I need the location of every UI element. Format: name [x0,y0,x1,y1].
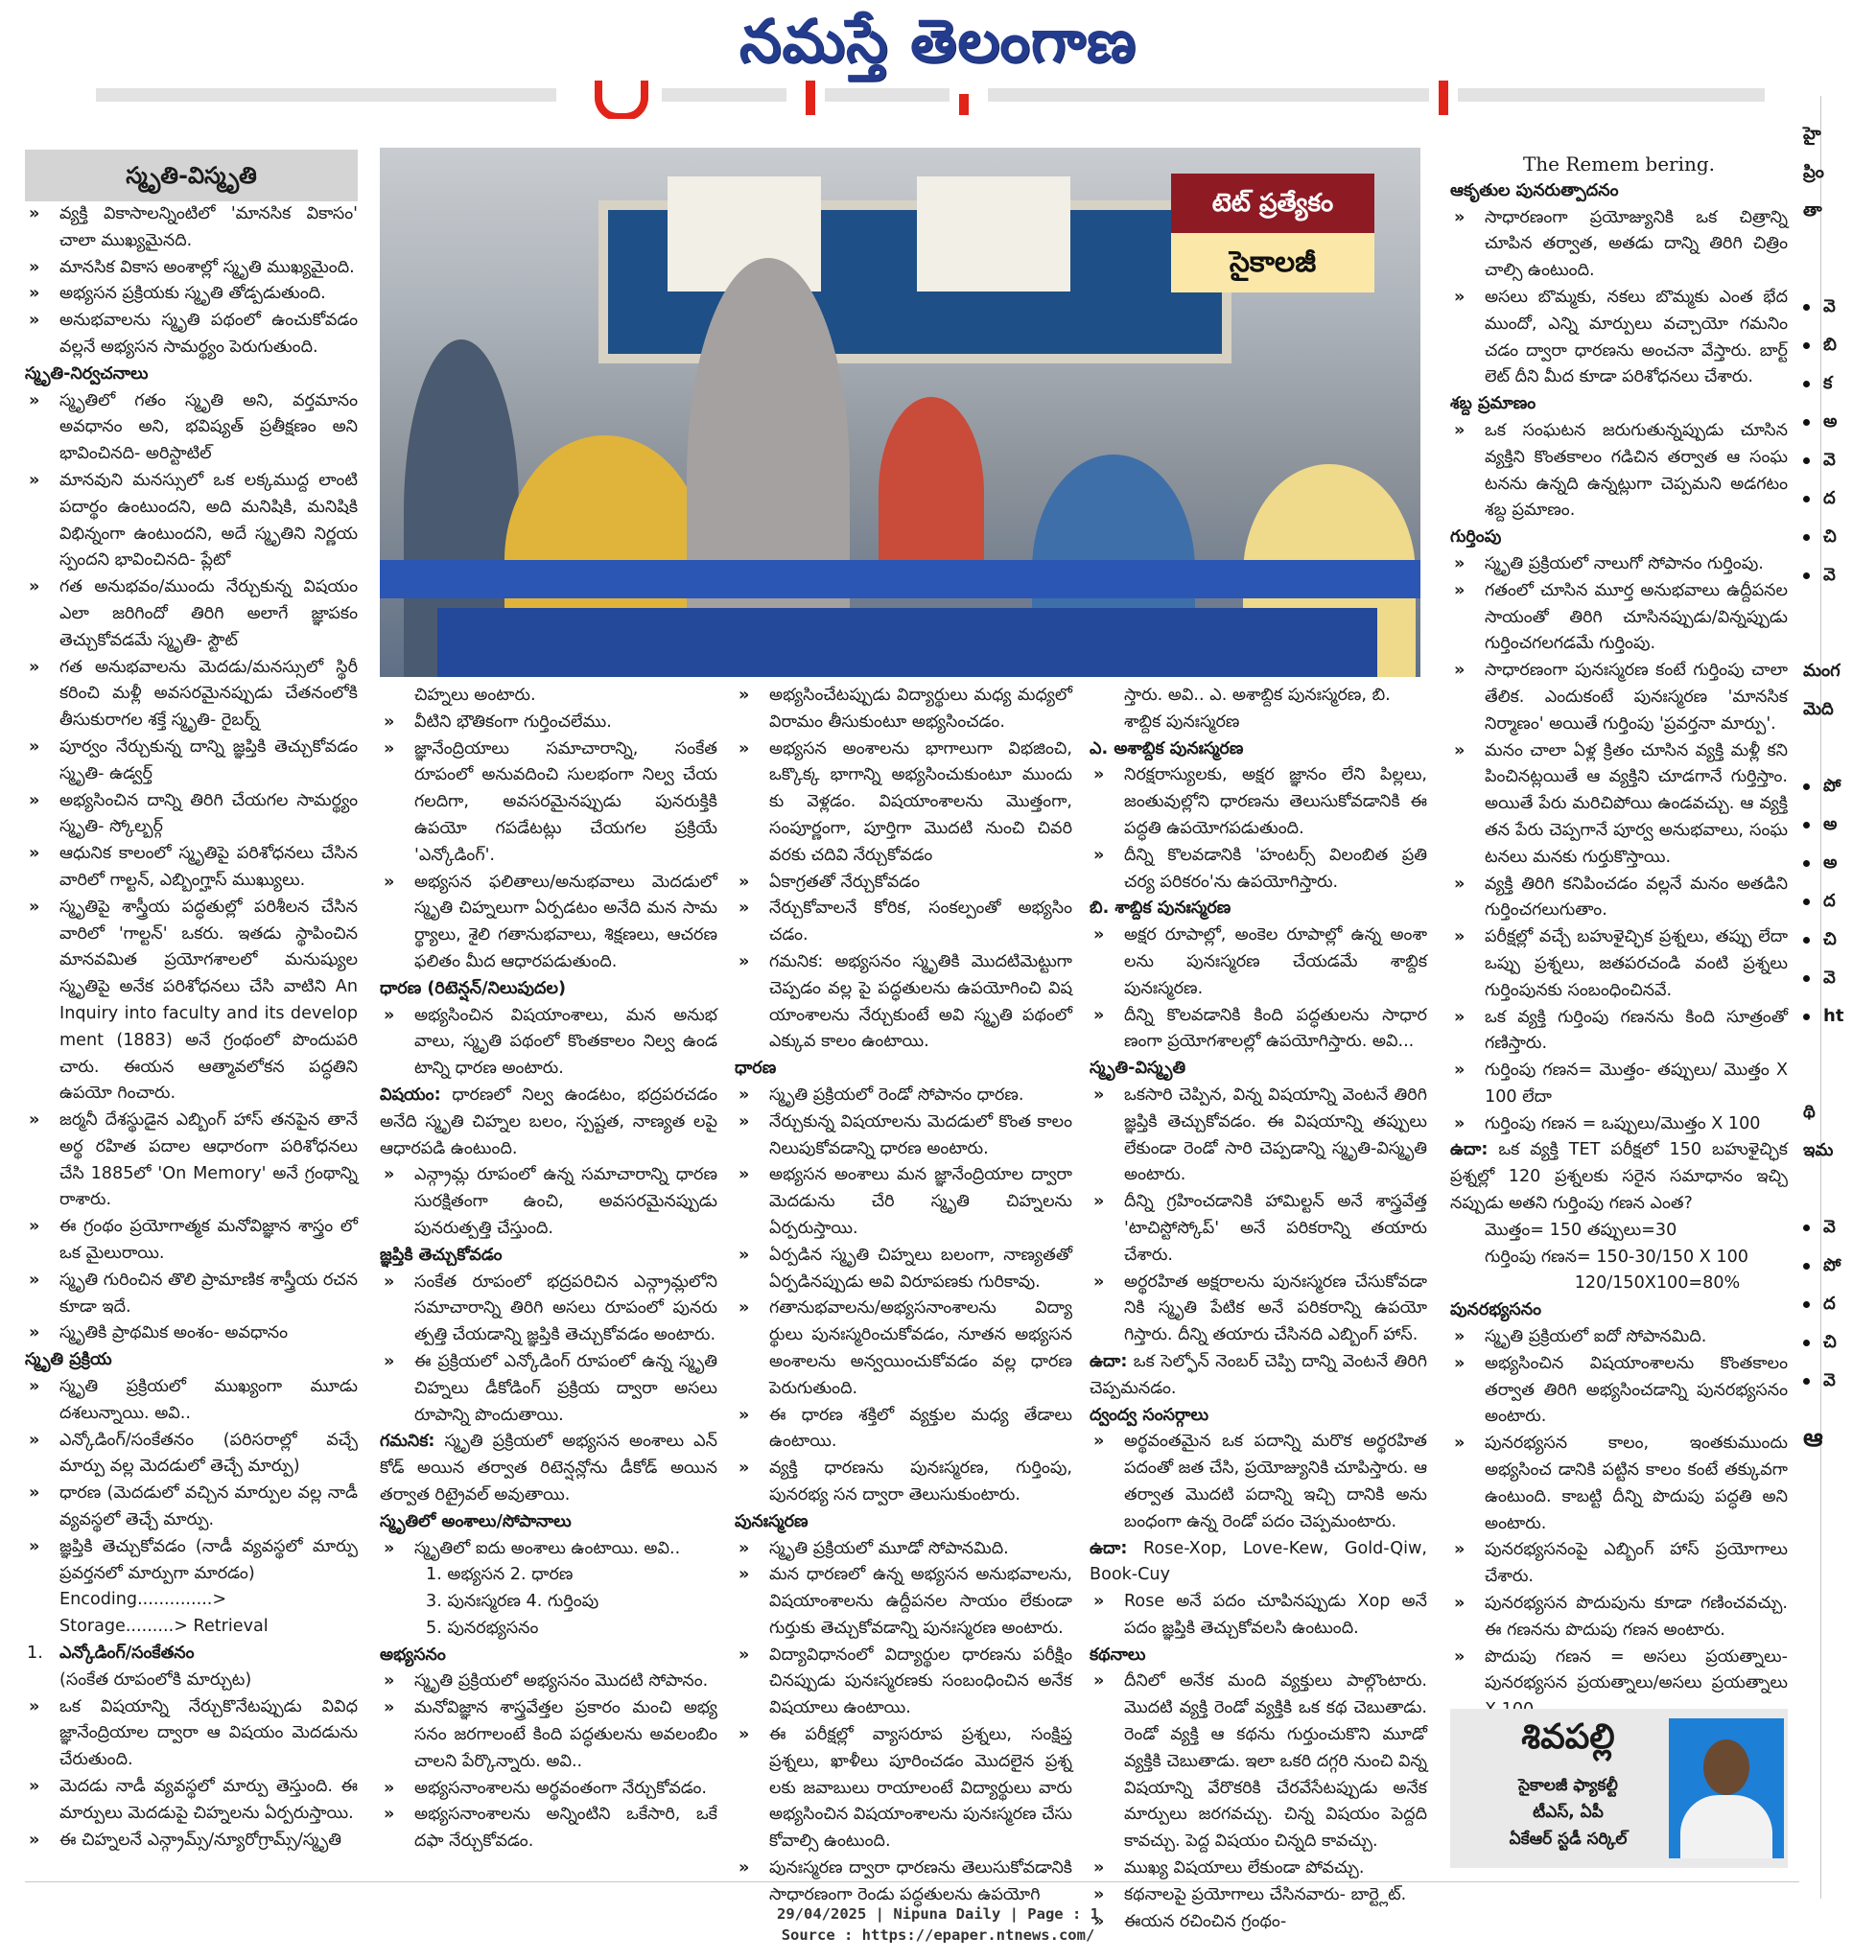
stub-gap [1803,1400,1843,1419]
stub-bullet-item [1803,882,1843,921]
stub-bullet-item [1803,997,1843,1036]
bullet-point: » మనోవిజ్ఞాన శాస్త్రవేత్తల ప్రకారం మంచి అభ్య సనం జరగాలంటే కింది పద్ధతులను అవలంబిం చాలని పేర్కొన్నారు. అవి.. [380,1695,717,1775]
bullet-point: » గత అనుభవాలను మెదడు/మనస్సులో స్థిరీ కరించి మళ్లీ అవసరమైనప్పుడు చేతనంలోకి తీసుకురాగల శక్తే స్మృతి- రైబర్న్ [25,655,358,735]
bullet-dot-icon [1803,534,1810,541]
stub-text: తా [1803,200,1822,221]
bullet-point: » ఈ పరీక్షల్లో వ్యాసరూప ప్రశ్నలు, సంక్షిప్త ప్రశ్నలు, ఖాళీలు పూరించడం మొదలైన ప్రశ్న లకు జవాబులు రాయాలంటే విద్యార్థులు వారు అభ్యసించిన విషయాంశాలను పునఃస్మరణ చేసు కోవాల్సి ఉంటుంది. [735,1722,1072,1855]
stub-heading [1803,153,1843,192]
bullet-point: » జ్ఞప్తికి తెచ్చుకోవడం (నాడీ వ్యవస్థలో మార్పు ప్రవర్తనలో మార్పుగా మారడం) [25,1534,358,1588]
footer-date-line: 29/04/2025 | Nipuna Daily | Page : 1 [777,1905,1099,1923]
formula-text: 120/150X100=80% [1574,1273,1741,1294]
paragraph-label: గమనిక: [380,1432,435,1452]
stub-text: అ [1823,814,1838,834]
author-shirt [1680,1795,1772,1858]
bullet-point: » పునరభ్యసనంపై ఎబ్బింగ్ హాస్ ప్రయోగాలు చేశారు. [1450,1537,1788,1591]
bullet-point: » మన ధారణలో ఉన్న అభ్యసన అనుభవాలను, విషయాంశాలను ఉద్దీపనల సాయం లేకుండా గుర్తుకు తెచ్చుకోవడాన్ని పునఃస్మరణ అంటారు. [735,1562,1072,1642]
bullet-point: » వ్యక్తి వికాసాలన్నింటిలో 'మానసిక వికాసం' చాలా ముఖ్యమైనది. [25,201,358,255]
bullet-point: » అభ్యసన అంశాలను భాగాలుగా విభజించి, ఒక్కొక్క భాగాన్ని అభ్యసించుకుంటూ ముందు కు వెళ్లడం. విషయాంశాలను మొత్తంగా, సంపూర్ణంగా, పూర్తిగా మొదటి నుంచి చివరి వరకు చదివి నేర్చుకోవడం [735,736,1072,870]
bullet-point: » ఏర్పడిన స్మృతి చిహ్నలు బలంగా, నాణ్యతతో ఏర్పడినప్పుడు అవి విరూపణకు గురికావు. [735,1243,1072,1296]
bullet-dot-icon [1803,1301,1810,1308]
list-text: 5. పునరభ్యసనం [426,1618,539,1638]
bullet-point: » స్మృతి ప్రక్రియలో నాలుగో సోపానం గుర్తింపు. [1450,551,1788,578]
subheading: స్మృతి ప్రక్రియ [25,1350,112,1370]
stub-text: పో [1823,1255,1841,1275]
bullet-point: » సంకేత రూపంలో భద్రపరిచిన ఎన్గ్రామ్లలోని సమాచారాన్ని తిరిగి అసలు రూపంలో పునరు త్పత్తి చేయడాన్ని జ్ఞప్తికి తెచ్చుకోవడం అంటారు. [380,1270,717,1349]
bullet-point: » అభ్యసన ప్రక్రియకు స్మృతి తోడ్పడుతుంది. [25,281,358,308]
bullet-point: » దీన్ని కొలవడానికి కింది పద్ధతులను సాధార ణంగా ప్రయోగశాలల్లో ఉపయోగిస్తారు. అవి... [1090,1003,1427,1057]
bullet-point: » ఈ ధారణ శక్తిలో వ్యక్తుల మధ్య తేడాలు ఉంటాయి. [735,1403,1072,1457]
bullet-point: » ఈ ప్రక్రియలో ఎన్కోడింగ్ రూపంలో ఉన్న స్మృతి చిహ్నలు డీకోడింగ్ ప్రక్రియ ద్వారా అసలు రూపాన్ని పొందుతాయి. [380,1349,717,1429]
bullet-point: » పరీక్షల్లో వచ్చే బహుళైచ్ఛిక ప్రశ్నలు, తప్పు లేదా ఒప్పు ప్రశ్నలు, జతపరచండి వంటి ప్రశ్నలు గుర్తింపునకు సంబంధించినవే. [1450,924,1788,1004]
bullet-point: » నిరక్షరాస్యులకు, అక్షర జ్ఞానం లేని పిల్లలు, జంతువుల్లోని ధారణను తెలుసుకోవడానికి ఈ పద్ధతి ఉపయోగపడుతుంది. [1090,762,1427,842]
headline-fragment [988,88,1429,102]
stub-text: ఇమ [1803,1140,1834,1160]
bullet-point: » ఆధునిక కాలంలో స్మృతిపై పరిశోధనలు చేసిన వారిలో గాల్టన్, ఎబ్బింగ్హాస్ ముఖ్యులు. [25,841,358,895]
stub-bullet-item [1803,1362,1843,1400]
indented-text: (సంకేత రూపంలోకి మార్చుట) [59,1669,252,1690]
bullet-point: » జ్ఞానేంద్రియాలు సమాచారాన్ని, సంకేత రూపంలో అనువదించి సులభంగా నిల్వ చేయ గలదిగా, అవసరమైనప్పుడు పునరుక్తికి ఉపయో గపడేటట్లు చేయగల ప్రక్రియే 'ఎన్కోడింగ్'. [380,736,717,870]
subheading: గుర్తింపు [1450,527,1502,548]
photo-desk [437,608,1377,677]
bullet-point: » మానవుని మనస్సులో ఒక లక్కముద్ద లాంటి పదార్థం ఉంటుందని, అది మనిషికి, మనిషికి విభిన్నంగా ఉంటుందని, అదే స్మృతిని నిర్ణయ స్పందని భావించినది- ప్లేటో [25,468,358,574]
bullet-point: » ఒక సంఘటన జరుగుతున్నప్పుడు చూసిన వ్యక్తిని కొంతకాలం గడిచిన తర్వాత ఆ సంఘ టనను ఉన్నది ఉన్నట్లుగా చెప్పమని అడగటం శబ్ద ప్రమాణం. [1450,418,1788,525]
stub-heading [1803,115,1843,153]
bullet-point: » అక్షర రూపాల్లో, అంకెల రూపాల్లో ఉన్న అంశా లను పునఃస్మరణ చేయడమే శాబ్దిక పునఃస్మరణ. [1090,922,1427,1002]
stub-text: ద [1823,891,1836,911]
stub-bullet-item [1803,518,1843,556]
cropped-headline-strip [77,81,1784,119]
bullet-dot-icon [1803,783,1810,790]
bullet-point: » ఎన్గ్రామ్ల రూపంలో ఉన్న సమాచారాన్ని ధారణ సురక్షితంగా ఉంచి, అవసరమైనప్పుడు పునరుత్పత్తి చేస్తుంది. [380,1162,717,1242]
bullet-point: » ఈ చిహ్నలనే ఎన్గ్రామ్స్/న్యూరోగ్రామ్స్/స్మృతి [25,1828,358,1855]
paragraph-label: విషయం: [380,1085,441,1105]
bullet-point: » దీన్ని గ్రహించడానికి హామిల్టన్ అనే శాస్త్రవేత్త 'టాచిస్టోస్కోప్' అనే పరికరాన్ని తయారు చేశారు. [1090,1189,1427,1269]
stub-heading [1803,1093,1843,1132]
stub-text: వె [1823,296,1836,316]
badge-bottom-label: సైకాలజీ [1171,233,1374,292]
stub-text: చి [1823,929,1837,949]
bullet-point: » గత అనుభవం/ముందు నేర్చుకున్న విషయం ఎలా జరిగిందో తిరిగి అలాగే జ్ఞాపకం తెచ్చుకోవడమే స్మృతి- స్టౌట్ [25,574,358,654]
bullet-point: » స్మృతి ప్రక్రియలో ముఖ్యంగా మూడు దశలున్నాయి. అవి.. [25,1374,358,1428]
stub-heading [1803,192,1843,230]
bullet-dot-icon [1803,975,1810,982]
stub-text: వె [1823,450,1836,470]
author-name: శివపల్లి [1521,1716,1615,1757]
bullet-point: » స్మృతి ప్రక్రియలో అభ్యసనం మొదటి సోపానం. [380,1668,717,1695]
paragraph-label: ఉదా: [1090,1538,1128,1558]
stub-bullet-item [1803,1285,1843,1323]
bullet-point: » స్మృతిలో ఐదు అంశాలు ఉంటాయి. అవి.. [380,1536,717,1563]
footer-source-line: Source : https://epaper.ntnews.com/ [781,1926,1095,1944]
bullet-point: » అర్థవంతమైన ఒక పదాన్ని మరొక అర్థరహిత పదంతో జత చేసి, ప్రయోజ్యునికి చూపిస్తారు. ఆ తర్వాత మొదటి పదాన్ని ఇచ్చి దానికి అను బంధంగా ఉన్న రెండో పదం చెప్పమంటారు. [1090,1429,1427,1535]
subheading: స్మృతిలో అంశాలు/సోపానాలు [380,1511,572,1531]
bullet-point: » వ్యక్తి ధారణను పునఃస్మరణ, గుర్తింపు, పునరభ్య సన ద్వారా తెలుసుకుంటారు. [735,1456,1072,1509]
subheading: స్మృతి-నిర్వచనాలు [25,363,149,384]
bullet-dot-icon [1803,496,1810,502]
bullet-point: » జర్మనీ దేశస్థుడైన ఎబ్బింగ్ హాస్ తనపైన తానే అర్థ రహిత పదాల ఆధారంగా పరిశోధనలు చేసి 1885లో 'On Memory' అనే గ్రంథాన్ని రాశారు. [25,1108,358,1214]
book-title: The Remem bering. [1522,152,1716,175]
stub-bullet-item [1803,1247,1843,1285]
article-column-4 [1090,683,1427,1935]
stub-bullet-item [1803,364,1843,403]
stub-bullet-item [1803,805,1843,844]
stub-text: బి [1823,335,1837,355]
adjacent-page-stub [1803,115,1843,1458]
bullet-dot-icon [1803,822,1810,828]
bullet-dot-icon [1803,898,1810,905]
labeled-paragraph [380,1083,717,1162]
stub-text: వె [1823,968,1836,988]
subheading: ద్వంద్వ సంసర్గాలు [1090,1405,1209,1425]
bullet-point: » అనుభవాలను స్మృతి పథంలో ఉంచుకోవడం వల్లనే అభ్యసన సామర్థ్యం పెరుగుతుంది. [25,308,358,362]
stub-bullet-item [1803,441,1843,479]
stub-text: పో [1823,776,1841,796]
photo-chart [917,176,1070,292]
list-text: 3. పునఃస్మరణ 4. గుర్తింపు [426,1592,599,1612]
stub-bullet-item [1803,288,1843,326]
labeled-paragraph [1090,1536,1427,1590]
stub-text: క [1823,373,1833,393]
bullet-point: » ఒక విషయాన్ని నేర్చుకొనేటప్పుడు వివిధ జ్ఞానేంద్రియాల ద్వారా ఆ విషయం మెదడును చేరుతుంది. [25,1694,358,1774]
paragraph-label: ఉదా: [1090,1351,1128,1371]
labeled-paragraph [380,1429,717,1508]
bullet-dot-icon [1803,1014,1810,1020]
bullet-point: » గతంలో చూసిన మూర్త అనుభవాలు ఉద్దీపనల సాయంతో తిరిగి చూసినప్పుడు/విన్నప్పుడు గుర్తించగలగడమే గుర్తింపు. [1450,578,1788,658]
stub-gap [1803,1170,1843,1208]
bullet-dot-icon [1803,419,1810,426]
bullet-point: » మనం చాలా ఏళ్ల క్రితం చూసిన వ్యక్తి మళ్లీ కని పించినట్లయితే ఆ వ్యక్తిని చూడగానే గుర్తిస్తాం. అయితే పేరు మరిచిపోయి ఉండవచ్చు. ఆ వ్యక్తి తన పేరు చెప్పగానే పూర్వ అనుభవాలు, సంఘ టనలు మనకు గుర్తుకొస్తాయి. [1450,738,1788,872]
indented-text: స్తారు. అవి.. ఎ. అశాబ్దిక పునఃస్మరణ, బి. శాబ్దిక పునఃస్మరణ [1124,686,1391,732]
subheading: అభ్యసనం [380,1645,446,1665]
bullet-point: » సాధారణంగా పునఃస్మరణ కంటే గుర్తింపు చాలా తేలిక. ఎందుకంటే పునఃస్మరణ 'మానసిక నిర్మాణం' అయితే గుర్తింపు 'ప్రవర్తనా మార్పు'. [1450,658,1788,737]
bullet-point: » అభ్యసించిన దాన్ని తిరిగి చేయగల సామర్థ్యం స్మృతి- స్కోల్బర్గ్ [25,788,358,842]
headline-fragment [662,88,786,102]
bullet-point: » అర్థరహిత అక్షరాలను పునఃస్మరణ చేసుకోవడా నికి స్మృతి పేటిక అనే పరికరాన్ని ఉపయో గిస్తారు. దీన్ని తయారు చేసినది ఎబ్బింగ్ హాస్. [1090,1270,1427,1349]
bullet-point: » దీన్ని కొలవడానికి 'హంటర్స్ విలంబిత ప్రతి చర్య పరికరం'ను ఉపయోగిస్తారు. [1090,843,1427,897]
bullet-point: » మెదడు నాడీ వ్యవస్థలో మార్పు తెస్తుంది. ఈ మార్పులు మెదడుపై చిహ్నలను ఏర్పరుస్తాయి. [25,1774,358,1828]
subheading: ఆకృతుల పునరుత్పాదనం [1450,180,1619,200]
headline-red-glyph [959,94,969,115]
bullet-point: » పూర్వం నేర్చుకున్న దాన్ని జ్ఞప్తికి తెచ్చుకోవడం స్మృతి- ఉడ్వర్త్ [25,735,358,788]
stub-bullet-item [1803,921,1843,959]
bullet-point: » అభ్యసన ఫలితాలు/అనుభవాలు మెదడులో స్మృతి చిహ్నలుగా ఏర్పడటం అనేది మన సామ ర్థ్యాలు, శైలి గతానుభవాలు, శిక్షణలు, ఆచరణ ఫలితం మీద ఆధారపడుతుంది. [380,870,717,976]
bullet-point: » ఏకాగ్రతతో నేర్చుకోవడం [735,870,1072,897]
bullet-point: » గుర్తింపు గణన= మొత్తం- తప్పులు/ మొత్తం X 100 లేదా [1450,1058,1788,1111]
indented-text: Encoding..............> Storage.........> Retrieval [59,1590,269,1637]
headline-fragment [96,88,556,102]
subheading: శబ్ద ప్రమాణం [1450,394,1536,414]
paragraph-text: ఒక వ్యక్తి TET పరీక్షలో 150 బహుళైచ్ఛిక ప్రశ్నల్లో 120 ప్రశ్నలకు సరైన సమాధానం ఇచ్చి నప్పుడు అతని గుర్తింపు గణన ఎంత? [1450,1140,1788,1214]
bullet-dot-icon [1803,1378,1810,1385]
stub-gap [1803,595,1843,652]
stub-bullet-item [1803,1323,1843,1362]
stub-text: ప్రిం [1803,162,1824,182]
bullet-point: » స్మృతికి ప్రాథమిక అంశం- అవధానం [25,1320,358,1347]
subheading: కథనాలు [1090,1645,1146,1665]
bullet-dot-icon [1803,1225,1810,1231]
badge-top-label: టెట్ ప్రత్యేకం [1171,174,1374,233]
stub-bullet-item [1803,403,1843,441]
stub-text: వె [1823,1217,1836,1237]
author-role-line: సైకాలజీ ఫ్యాకల్టీ [1518,1776,1618,1795]
stub-heading [1803,690,1843,729]
list-text: 1. అభ్యసన 2. ధారణ [426,1565,574,1585]
stub-text: అ [1823,852,1838,873]
paragraph-text: ధారణలో నిల్వ ఉండటం, భద్రపరచడం అనేది స్మృతి చిహ్నల బలం, స్పష్టత, నాణ్యత లపై ఆధారపడి ఉంటుంది. [380,1085,717,1158]
page-footer [0,1903,1876,1946]
bullet-point: » ఒక వ్యక్తి గుర్తింపు గణనను కింది సూత్రంతో గణిస్తారు. [1450,1005,1788,1059]
stub-text: ద [1823,1294,1836,1314]
section-header: స్మృతి-విస్మృతి [25,150,358,201]
author-box [1450,1709,1788,1868]
paragraph-text: స్మృతి ప్రక్రియలో అభ్యసన అంశాలు ఎన్ కోడ్ అయిన తర్వాత రిటెన్షన్లోను డీకోడ్ అయిన తర్వాత రిట్రైవల్ అవుతాయి. [380,1432,717,1505]
bullet-point: » Rose అనే పదం చూపినప్పుడు Xop అనే పదం జ్ఞప్తికి తెచ్చుకోవలసి ఉంటుంది. [1090,1589,1427,1643]
indented-text: చిహ్నలు అంటారు. [414,686,536,705]
photo-desk [380,560,1420,598]
bullet-point: » అభ్యసన అంశాలు మన జ్ఞానేంద్రియాల ద్వారా మెదడును చేరి స్మృతి చిహ్నలను ఏర్పరుస్తాయి. [735,1162,1072,1242]
bullet-point: » పునరభ్యసన పొదుపును కూడా గణించవచ్చు. ఈ గణనను పొదుపు గణన అంటారు. [1450,1591,1788,1645]
bullet-point: » మానసిక వికాస అంశాల్లో స్మృతి ముఖ్యమైంది. [25,255,358,282]
subheading: జ్ఞప్తికి తెచ్చుకోవడం [380,1245,503,1265]
bullet-point: » పొదుపు గణన = అసలు ప్రయత్నాలు- పునరభ్యసన ప్రయత్నాలు/అసలు ప్రయత్నాలు [1450,1645,1788,1724]
article-column-1 [25,201,358,1854]
bullet-dot-icon [1803,342,1810,349]
labeled-paragraph [1450,1137,1788,1217]
stub-bullet-item [1803,844,1843,882]
formula-text: గుర్తింపు గణన= 150-30/150 X 100 [1485,1247,1748,1267]
formula-text: మొత్తం= 150 తప్పులు=30 [1485,1220,1677,1240]
labeled-paragraph [1090,1349,1427,1403]
headline-red-glyph [1439,81,1448,115]
bullet-point: » ధారణ (మెదడులో వచ్చిన మార్పుల వల్ల నాడీ వ్యవస్థలో తెచ్చే మార్పు. [25,1481,358,1534]
subheading: బి. శాబ్దిక పునఃస్మరణ [1090,898,1231,919]
subheading: ధారణ [735,1059,777,1079]
tet-special-badge [1171,174,1374,292]
headline-red-glyph [595,81,648,119]
subheading: ధారణ (రిటెన్షన్/నిలుపుదల) [380,978,566,998]
bullet-point: » అభ్యసనాంశాలను అర్థవంతంగా నేర్చుకోవడం. [380,1776,717,1803]
bullet-dot-icon [1803,937,1810,944]
stub-bullet-item [1803,479,1843,518]
bullet-point: » గమనిక: అభ్యసనం స్మృతికి మొదటిమెట్టుగా చెప్పడం వల్ల పై పద్ధతులను ఉపయోగించి విష యాంశాలను నేర్చుకుంటే అవి స్మృతి పథంలో ఎక్కువ కాలం ఉంటాయి. [735,949,1072,1056]
stub-gap [1803,230,1843,288]
numbered-heading [25,1641,358,1668]
bullet-point: » పునరభ్యసన కాలం, ఇంతకుముందు అభ్యసించ డానికి పట్టిన కాలం కంటే తక్కువగా ఉంటుంది. కాబట్టి దీన్ని పొదుపు పద్ధతి అని అంటారు. [1450,1431,1788,1537]
headline-fragment [825,88,950,102]
bullet-point: » వ్యక్తి తిరిగి కనిపించడం వల్లనే మనం అతడిని గుర్తించగలుగుతాం. [1450,872,1788,925]
stub-bullet-item [1803,959,1843,997]
author-face [1703,1739,1749,1795]
bullet-dot-icon [1803,457,1810,464]
bullet-point: » ఈ గ్రంథం ప్రయోగాత్మక మనోవిజ్ఞాన శాస్త్రం లో ఒక మైలురాయి. [25,1214,358,1268]
stub-bullet-item [1803,1208,1843,1247]
bullet-point: » నేర్చుకున్న విషయాలను మెదడులో కొంత కాలం నిలుపుకోవడాన్ని ధారణ అంటారు. [735,1109,1072,1163]
subheading: పునరభ్యసనం [1450,1300,1542,1320]
headline-fragment [1458,88,1765,102]
stub-text: ద [1823,488,1836,508]
stub-text: మెది [1803,699,1834,719]
bullet-point: » అసలు బొమ్మకు, నకలు బొమ్మకు ఎంత భేద ముందో, ఎన్ని మార్పులు వచ్చాయో గమనిం చడం ద్వారా ధారణను అంచనా వేస్తారు. బార్ట్ లెట్ దీని మీద కూడా పరిశోధనలు చేశారు. [1450,285,1788,391]
bullet-point: » వీటిని భౌతికంగా గుర్తించలేము. [380,710,717,736]
stub-text: ht [1823,1006,1844,1026]
bullet-dot-icon [1803,1263,1810,1270]
author-role-line: టీఎస్, ఏపీ [1533,1803,1604,1822]
stub-gap [1803,729,1843,767]
stub-heading: ఆ [1803,1424,1823,1453]
author-photo [1669,1718,1784,1858]
bullet-point: » ఎన్కోడింగ్/సంకేతనం (పరిసరాల్లో వచ్చే మార్పు వల్ల మెదడులో తెచ్చే మార్పు) [25,1428,358,1482]
author-role [1467,1772,1669,1853]
bullet-point: » అభ్యసనాంశాలను అన్నింటిని ఒకేసారి, ఒకే దఫా నేర్చుకోవడం. [380,1802,717,1855]
bullet-point: » ఈయన రచించిన గ్రంథం- [1090,1909,1427,1936]
bullet-point: » స్మృతిపై శాస్త్రీయ పద్ధతుల్లో పరిశీలన చేసిన వారిలో 'గాల్టన్' ఒకరు. ఇతడు స్థాపించిన మానవమిత ప్రయోగశాలలో మనుష్యుల స్మృతిపై అనేక పరిశోధనలు చేసి వాటిని An Inquiry into faculty and its develop ment (1883) అనే గ్రంథంలో పొందుపరి చారు. ఈయన ఆత్మావలోకన పద్ధతిని ఉపయో గించారు. [25,895,358,1108]
stub-bullet-item [1803,326,1843,364]
stub-text: చి [1823,1332,1837,1352]
bullet-dot-icon [1803,304,1810,311]
bullet-point: » అభ్యసించిన విషయాంశాలు, మన అనుభ వాలు, స్మృతి పథంలో కొంతకాలం నిల్వ ఉండ టాన్ని ధారణ అంటారు. [380,1003,717,1083]
author-role-line: ఏకేఆర్ స్టడీ సర్కిల్ [1509,1830,1628,1849]
subheading: స్మృతి-విస్మృతి [1090,1059,1186,1079]
stub-heading [1803,1132,1843,1170]
bullet-dot-icon [1803,860,1810,867]
stub-text: అ [1823,411,1838,432]
bullet-dot-icon [1803,572,1810,579]
masthead [0,0,1876,77]
paragraph-label: ఉదా: [1450,1140,1489,1160]
stub-text: హై [1803,124,1821,144]
stub-bullet-item [1803,767,1843,805]
bullet-point: » గుర్తింపు గణన = ఒప్పులు/మొత్తం X 100 [1450,1111,1788,1138]
bullet-point: » స్మృతి ప్రక్రియలో రెండో సోపానం ధారణ. [735,1083,1072,1109]
stub-text: వె [1823,565,1836,585]
subheading: ఎ. అశాబ్దిక పునఃస్మరణ [1090,738,1244,758]
bullet-point: » ముఖ్య విషయాలు లేకుండా పోవచ్చు. [1090,1855,1427,1882]
stub-text: వె [1823,1370,1836,1390]
article-column-2 [380,683,717,1855]
subheading: పునఃస్మరణ [735,1511,809,1531]
bullet-point: » దీనిలో అనేక మంది వ్యక్తులు పాల్గొంటారు. మొదటి వ్యక్తి రెండో వ్యక్తికి ఒక కథ చెబుతాడు. రెండో వ్యక్తి ఆ కథను గుర్తుంచుకొని మూడో వ్యక్తికి చెబుతాడు. ఇలా ఒకరి దగ్గరి నుంచి విన్న విషయాన్ని వేరొకరికి చేరవేసేటప్పుడు అనేక మార్పులు జరగవచ్చు. చిన్న విషయం పెద్దది కావచ్చు. పెద్ద విషయం చిన్నది కావచ్చు. [1090,1668,1427,1855]
bullet-point: » కథనాలపై ప్రయోగాలు చేసినవారు- బార్ట్లెట్. [1090,1882,1427,1909]
bullet-point: » విద్యావిధానంలో విద్యార్థుల ధారణను పరీక్షిం చినప్పుడు పునఃస్మరణకు సంబంధించిన అనేక విషయాలు ఉంటాయి. [735,1643,1072,1722]
bullet-point: » స్మృతి ప్రక్రియలో ఐదో సోపానమిది. [1450,1324,1788,1351]
article-column-3 [735,683,1072,1909]
bullet-point: » స్మృతి గురించిన తొలి ప్రామాణిక శాస్త్రీయ రచన కూడా ఇదే. [25,1268,358,1321]
bullet-point: » స్మృతి ప్రక్రియలో మూడో సోపానమిది. [735,1536,1072,1563]
bullet-point: » స్మృతిలో గతం స్మృతి అని, వర్తమానం అవధానం అని, భవిష్యత్ ప్రతీక్షణం అని భావించినది- అరిస్టాటిల్ [25,388,358,468]
bullet-point: » ఒకసారి చెప్పిన, విన్న విషయాన్ని వెంటనే తిరిగి జ్ఞప్తికి తెచ్చుకోవడం. ఈ విషయాన్ని తప్పులు లేకుండా రెండో సారి చెప్పడాన్ని స్మృతి-విస్మృతి అంటారు. [1090,1083,1427,1189]
bullet-point: » పునఃస్మరణ ద్వారా ధారణను తెలుసుకోవడానికి సాధారణంగా రెండు పద్ధతులను ఉపయోగి [735,1855,1072,1909]
paragraph-text: Rose-Xop, Love-Kew, Gold-Qiw, Book-Cuy [1090,1538,1427,1585]
bullet-point: » అభ్యసించిన విషయాంశాలను కొంతకాలం తర్వాత తిరిగి అభ్యసించడాన్ని పునరభ్యసనం అంటారు. [1450,1351,1788,1431]
stub-heading [1803,652,1843,690]
stub-text: థి [1803,1102,1816,1122]
numbered-heading-text: ఎన్కోడింగ్/సంకేతనం [59,1644,195,1664]
bullet-dot-icon [1803,1340,1810,1346]
headline-red-glyph [806,81,815,115]
article-column-5 [1450,152,1788,1724]
bullet-point: » సాధారణంగా ప్రయోజ్యునికి ఒక చిత్రాన్ని చూపిన తర్వాత, అతడు దాన్ని తిరిగి చిత్రిం చాల్సి ఉంటుంది. [1450,205,1788,285]
stub-gap [1803,1036,1843,1093]
bullet-point: » నేర్చుకోవాలనే కోరిక, సంకల్పంతో అభ్యసిం చడం. [735,896,1072,949]
item-number: 1. [27,1644,43,1664]
bullet-point: » అభ్యసించేటప్పుడు విద్యార్థులు మధ్య మధ్యలో విరామం తీసుకుంటూ అభ్యసించడం. [735,683,1072,736]
bullet-point: » గతానుభవాలను/అభ్యసనాంశాలను విద్యా ర్థులు పునఃస్మరించుకోవడం, నూతన అభ్యసన అంశాలను అన్వయించుకోవడం వల్ల ధారణ పెరుగుతుంది. [735,1295,1072,1402]
newspaper-title: నమస్తే తెలంగాణ [739,6,1137,76]
bullet-dot-icon [1803,381,1810,387]
stub-text: మంగ [1803,661,1841,681]
paragraph-text: ఒక సెల్ఫోన్ నెంబర్ చెప్పి దాన్ని వెంటనే తిరిగి చెప్పమనడం. [1090,1351,1427,1398]
stub-text: చి [1823,526,1837,547]
stub-bullet-item [1803,556,1843,595]
